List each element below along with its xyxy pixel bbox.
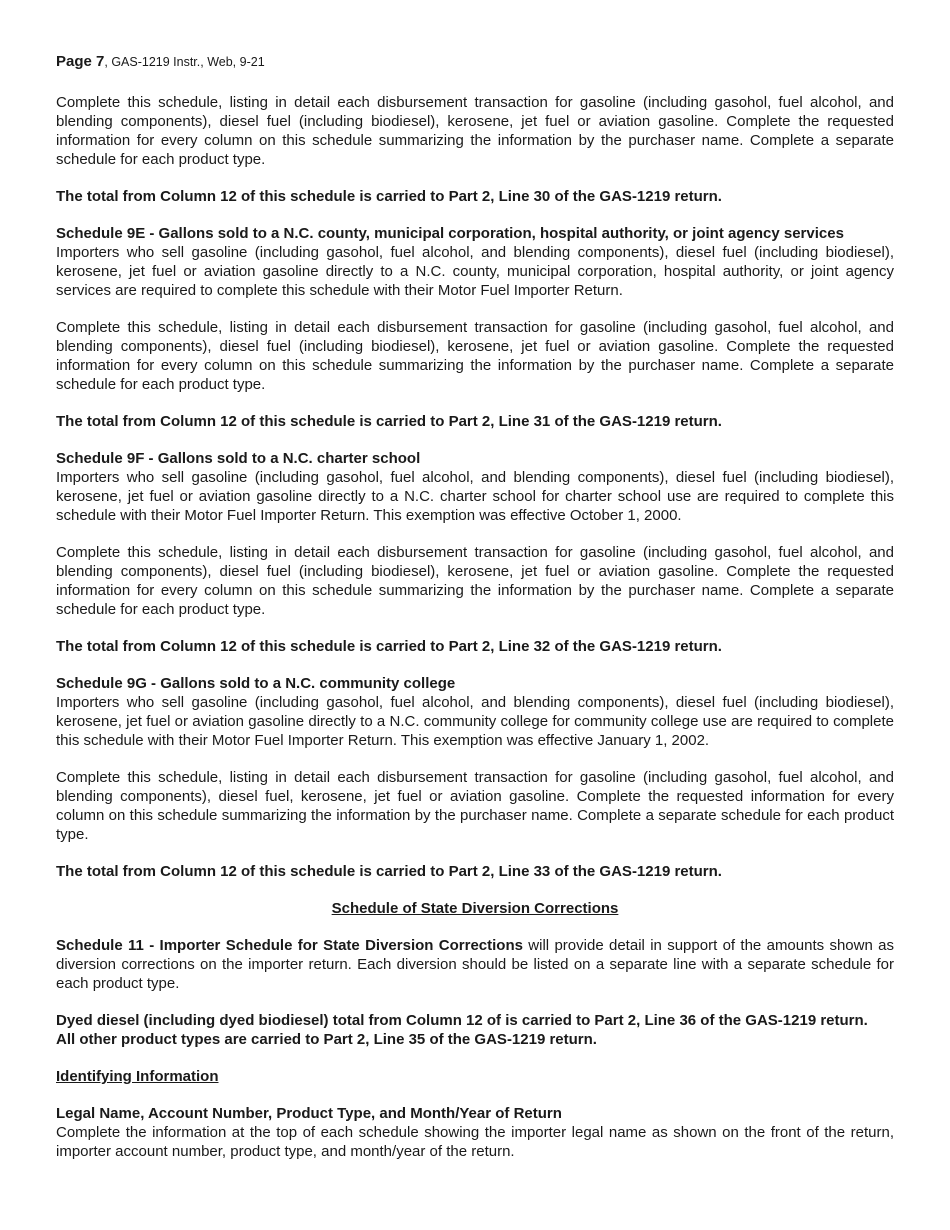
schedule-9f-heading: Schedule 9F - Gallons sold to a N.C. charter school [56, 450, 421, 467]
schedule-9e-heading: Schedule 9E - Gallons sold to a N.C. county, municipal corporation, hospital authority, or joint agency services [56, 225, 844, 242]
page-number: Page 7 [56, 53, 105, 70]
instructions-paragraph-9g: Complete this schedule, listing in detail each disbursement transaction for gasoline (including gasohol, fuel alcohol, and blending components), diesel fuel, kerosene, jet fuel or aviation gasoline. Complete the requested information for every column on this schedule summarizing the information by the purchaser name. Complete a separate schedule for each product type. [56, 769, 894, 843]
other-products-line-35: All other product types are carried to Part 2, Line 35 of the GAS-1219 return. [56, 1031, 597, 1048]
total-line-30: The total from Column 12 of this schedule is carried to Part 2, Line 30 of the GAS-1219 return. [56, 188, 722, 205]
page-header [56, 54, 894, 70]
schedule-11-description: will provide detail in support of the amounts shown as diversion corrections on the importer return. Each diversion should be listed on a separate line with a separate schedule for each product type. [56, 937, 894, 992]
document-id: , GAS-1219 Instr., Web, 9-21 [104, 55, 265, 69]
instructions-paragraph-9e: Complete this schedule, listing in detail each disbursement transaction for gasoline (including gasohol, fuel alcohol, and blending components), diesel fuel (including biodiesel), kerosene, jet fuel or aviation gasoline. Complete the requested information for every column on this schedule summarizing the information by the purchaser name. Complete a separate schedule for each product type. [56, 319, 894, 393]
diversion-section-title: Schedule of State Diversion Corrections [331, 900, 619, 917]
identifying-information-title: Identifying Information [56, 1068, 219, 1085]
schedule-11-heading: Schedule 11 - Importer Schedule for State Diversion Corrections [56, 937, 523, 954]
schedule-9g-heading: Schedule 9G - Gallons sold to a N.C. community college [56, 675, 456, 692]
legal-name-body: Complete the information at the top of each schedule showing the importer legal name as shown on the front of the return, importer account number, product type, and month/year of the return. [56, 1124, 894, 1160]
legal-name-heading: Legal Name, Account Number, Product Type, and Month/Year of Return [56, 1105, 562, 1122]
total-line-32: The total from Column 12 of this schedule is carried to Part 2, Line 32 of the GAS-1219 return. [56, 638, 722, 655]
schedule-11-paragraph [56, 936, 894, 993]
schedule-9e-body: Importers who sell gasoline (including gasohol, fuel alcohol, and blending components), diesel fuel (including biodiesel), kerosene, jet fuel or aviation gasoline directly to a N.C. county, municipal corporation, hospital authority, or joint agency services are required to complete this schedule with their Motor Fuel Importer Return. [56, 244, 894, 299]
instructions-paragraph-9d: Complete this schedule, listing in detail each disbursement transaction for gasoline (including gasohol, fuel alcohol, and blending components), diesel fuel (including biodiesel), kerosene, jet fuel or aviation gasoline. Complete the requested information for every column on this schedule summarizing the information by the purchaser name. Complete a separate schedule for each product type. [56, 94, 894, 168]
dyed-diesel-note [56, 1011, 894, 1049]
schedule-9g-body: Importers who sell gasoline (including gasohol, fuel alcohol, and blending components), diesel fuel (including biodiesel), kerosene, jet fuel or aviation gasoline directly to a N.C. community college for community college use are required to complete this schedule with their Motor Fuel Importer Return. This exemption was effective January 1, 2002. [56, 694, 894, 749]
schedule-9f-body: Importers who sell gasoline (including gasohol, fuel alcohol, and blending components), diesel fuel (including biodiesel), kerosene, jet fuel or aviation gasoline directly to a N.C. charter school for charter school use are required to complete this schedule with their Motor Fuel Importer Return. This exemption was effective October 1, 2000. [56, 469, 894, 524]
dyed-diesel-line-36: Dyed diesel (including dyed biodiesel) total from Column 12 of is carried to Part 2, Line 36 of the GAS-1219 return. [56, 1012, 868, 1029]
instructions-paragraph-9f: Complete this schedule, listing in detail each disbursement transaction for gasoline (including gasohol, fuel alcohol, and blending components), diesel fuel (including biodiesel), kerosene, jet fuel or aviation gasoline. Complete the requested information for every column on this schedule summarizing the information by the purchaser name. Complete a separate schedule for each product type. [56, 544, 894, 618]
total-line-33: The total from Column 12 of this schedule is carried to Part 2, Line 33 of the GAS-1219 return. [56, 863, 722, 880]
total-line-31: The total from Column 12 of this schedule is carried to Part 2, Line 31 of the GAS-1219 return. [56, 413, 722, 430]
